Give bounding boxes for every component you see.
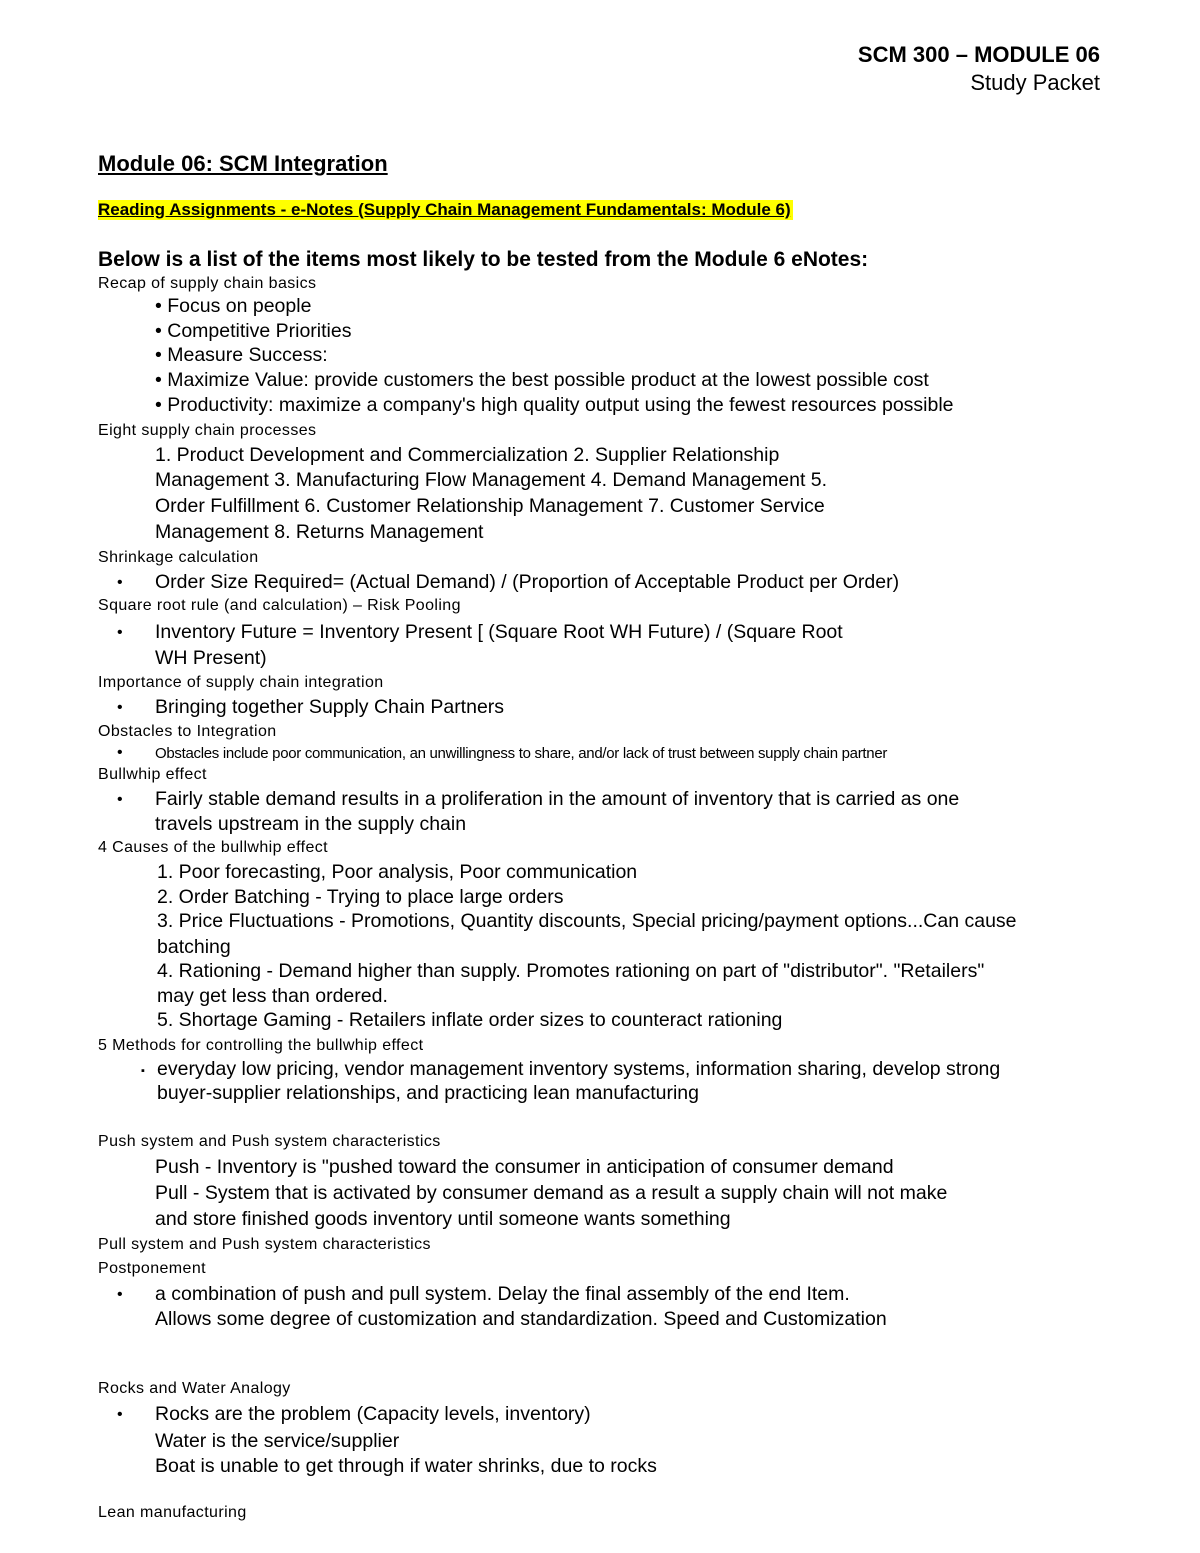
- square-root-line: Inventory Future = Inventory Present [ (Square Root WH Future) / (Square Root: [155, 621, 843, 643]
- importance-heading: Importance of supply chain integration: [98, 674, 384, 691]
- causes-line: 1. Poor forecasting, Poor analysis, Poor communication: [157, 861, 638, 883]
- bullwhip-line: travels upstream in the supply chain: [155, 813, 467, 835]
- processes-line: Management 3. Manufacturing Flow Management 4. Demand Management 5.: [155, 469, 828, 491]
- bullet-icon: •: [117, 1286, 123, 1303]
- rocks-line: Boat is unable to get through if water shrinks, due to rocks: [155, 1455, 657, 1477]
- rocks-heading: Rocks and Water Analogy: [98, 1380, 291, 1397]
- course-code: SCM 300 – MODULE 06: [857, 42, 1100, 67]
- shrinkage-heading: Shrinkage calculation: [98, 549, 259, 566]
- bullwhip-heading: Bullwhip effect: [98, 766, 207, 783]
- causes-line: 2. Order Batching - Trying to place large orders: [157, 886, 564, 908]
- square-root-line: WH Present): [155, 647, 267, 669]
- recap-item: • Measure Success:: [155, 344, 328, 366]
- bullet-icon: •: [117, 699, 123, 716]
- push-line: Pull - System that is activated by consumer demand as a result a supply chain will not make: [155, 1182, 948, 1204]
- methods-heading: 5 Methods for controlling the bullwhip effect: [98, 1037, 424, 1054]
- rocks-line: Water is the service/supplier: [155, 1430, 400, 1452]
- page-title: Module 06: SCM Integration: [98, 151, 388, 176]
- pull-heading: Pull system and Push system characteristics: [98, 1236, 431, 1253]
- obstacles-item: Obstacles include poor communication, an unwillingness to share, and/or lack of trust between supply chain partner: [155, 745, 888, 762]
- push-heading: Push system and Push system characteristics: [98, 1133, 441, 1150]
- recap-item: • Focus on people: [155, 295, 312, 317]
- postponement-line: Allows some degree of customization and standardization. Speed and Customization: [155, 1308, 887, 1330]
- push-line: Push - Inventory is "pushed toward the consumer in anticipation of consumer demand: [155, 1156, 894, 1178]
- recap-item: • Competitive Priorities: [155, 320, 352, 342]
- causes-line: batching: [157, 936, 231, 958]
- importance-item: Bringing together Supply Chain Partners: [155, 696, 505, 718]
- bullet-icon: •: [117, 744, 123, 761]
- causes-line: 5. Shortage Gaming - Retailers inflate order sizes to counteract rationing: [157, 1009, 783, 1031]
- push-line: and store finished goods inventory until someone wants something: [155, 1208, 731, 1230]
- bullet-icon: •: [117, 791, 123, 808]
- obstacles-heading: Obstacles to Integration: [98, 723, 277, 740]
- processes-line: Order Fulfillment 6. Customer Relationship Management 7. Customer Service: [155, 495, 825, 517]
- rocks-line: Rocks are the problem (Capacity levels, inventory): [155, 1403, 591, 1425]
- processes-line: 1. Product Development and Commercialization 2. Supplier Relationship: [155, 444, 780, 466]
- recap-heading: Recap of supply chain basics: [98, 275, 317, 292]
- packet-subtitle: Study Packet: [970, 70, 1100, 95]
- intro-heading: Below is a list of the items most likely to be tested from the Module 6 eNotes:: [98, 248, 869, 271]
- lean-heading: Lean manufacturing: [98, 1504, 247, 1521]
- causes-line: 4. Rationing - Demand higher than supply. Promotes rationing on part of "distributor". "Retailers": [157, 960, 985, 982]
- reading-assignment-highlight: Reading Assignments - e-Notes (Supply Chain Management Fundamentals: Module 6): [98, 200, 791, 219]
- shrinkage-formula: Order Size Required= (Actual Demand) / (Proportion of Acceptable Product per Order): [155, 571, 900, 593]
- square-bullet-icon: ▪: [141, 1065, 145, 1077]
- recap-item: • Maximize Value: provide customers the best possible product at the lowest possible cost: [155, 369, 929, 391]
- recap-item: • Productivity: maximize a company's high quality output using the fewest resources possible: [155, 394, 954, 416]
- causes-line: 3. Price Fluctuations - Promotions, Quantity discounts, Special pricing/payment options...Can cause: [157, 910, 1017, 932]
- bullet-icon: •: [117, 624, 123, 641]
- bullet-icon: •: [117, 1406, 123, 1423]
- processes-heading: Eight supply chain processes: [98, 422, 317, 439]
- postponement-line: a combination of push and pull system. Delay the final assembly of the end Item.: [155, 1283, 850, 1305]
- bullwhip-line: Fairly stable demand results in a proliferation in the amount of inventory that is carried as one: [155, 788, 960, 810]
- postponement-heading: Postponement: [98, 1260, 206, 1277]
- methods-line: everyday low pricing, vendor management inventory systems, information sharing, develop strong: [157, 1058, 1001, 1080]
- causes-heading: 4 Causes of the bullwhip effect: [98, 839, 329, 856]
- causes-line: may get less than ordered.: [157, 985, 388, 1007]
- methods-line: buyer-supplier relationships, and practicing lean manufacturing: [157, 1082, 699, 1104]
- bullet-icon: •: [117, 574, 123, 591]
- processes-line: Management 8. Returns Management: [155, 521, 484, 543]
- square-root-heading: Square root rule (and calculation) – Risk Pooling: [98, 597, 461, 614]
